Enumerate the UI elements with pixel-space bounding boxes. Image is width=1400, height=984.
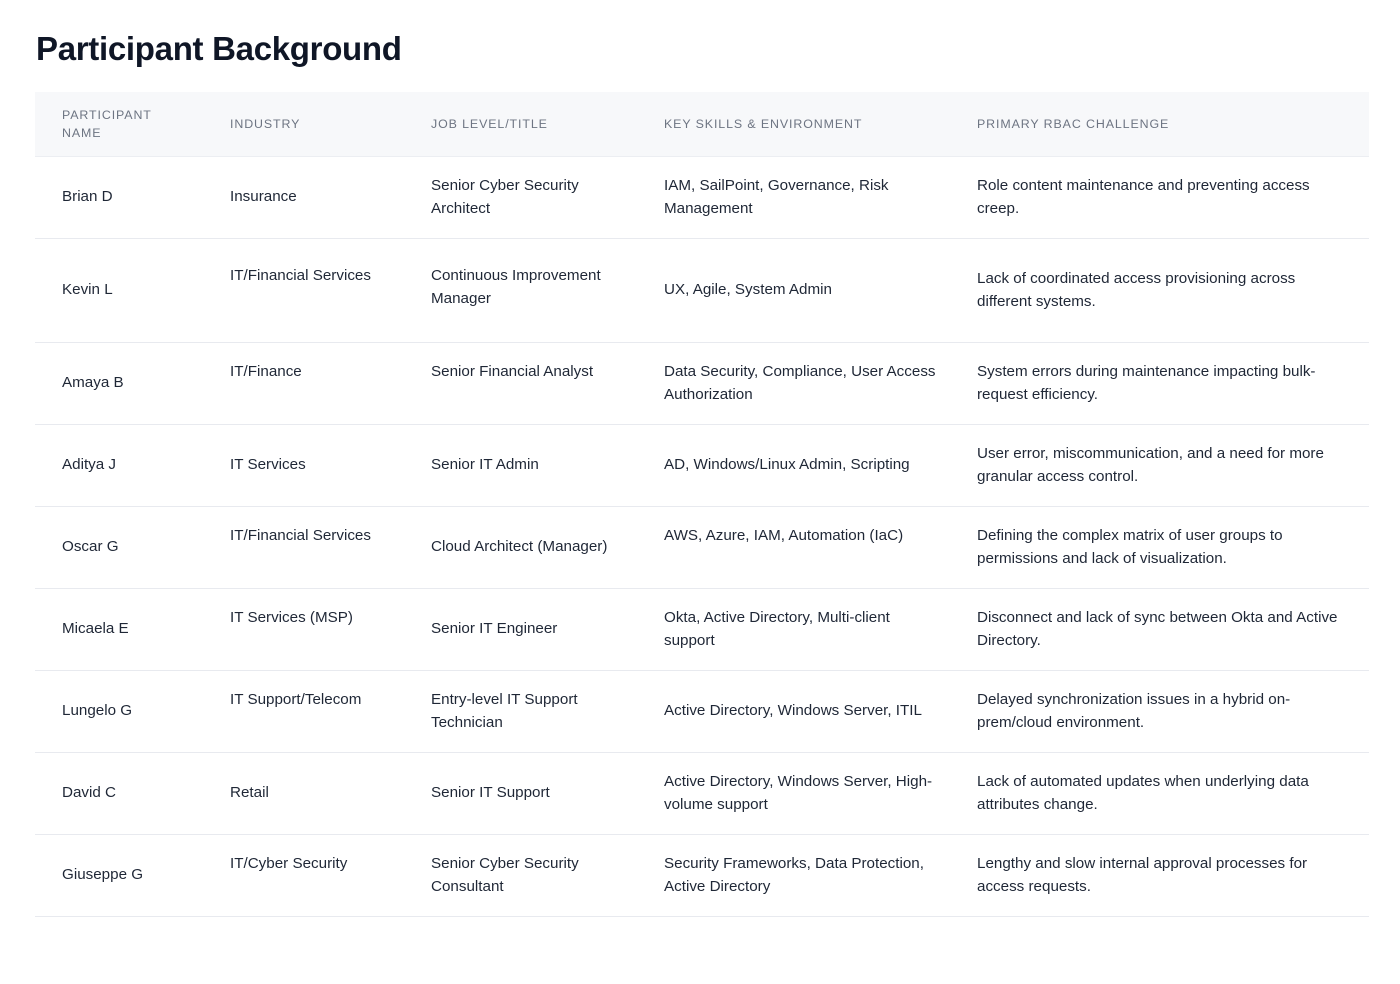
key-skills-cell: Active Directory, Windows Server, High-volume support (664, 773, 933, 813)
table-row (35, 507, 1369, 589)
column-header-key-skills: KEY SKILLS & ENVIRONMENT (664, 117, 863, 131)
industry-cell: Retail (230, 784, 269, 802)
rbac-challenge-cell: Delayed synchronization issues in a hybrid on-prem/cloud environment. (977, 691, 1291, 731)
industry-cell: IT Support/Telecom (230, 691, 362, 708)
page-title: Participant Background (36, 30, 402, 67)
table-row (35, 589, 1369, 671)
participant-name-cell: David C (62, 784, 117, 802)
participant-name-cell: Aditya J (62, 456, 117, 474)
column-header-job-level-title: JOB LEVEL/TITLE (431, 117, 548, 131)
column-header-participant-name: PARTICIPANT NAME (62, 108, 152, 140)
industry-cell: IT/Cyber Security (230, 855, 348, 872)
key-skills-cell: UX, Agile, System Admin (664, 281, 832, 299)
participant-name-cell: Kevin L (62, 281, 113, 299)
industry-cell: IT/Financial Services (230, 527, 371, 544)
rbac-challenge-cell: Lack of automated updates when underlying data attributes change. (977, 773, 1309, 813)
rbac-challenge-cell: Defining the complex matrix of user groups to permissions and lack of visualization. (977, 527, 1283, 567)
job-title-cell: Cloud Architect (Manager) (431, 538, 608, 556)
industry-cell: Insurance (230, 188, 297, 206)
key-skills-cell: Data Security, Compliance, User Access Authorization (664, 363, 936, 403)
table-row (35, 671, 1369, 753)
job-title-cell: Senior IT Admin (431, 456, 539, 474)
table-header-row (35, 92, 1369, 157)
job-title-cell: Continuous Improvement Manager (431, 267, 601, 307)
rbac-challenge-cell: Disconnect and lack of sync between Okta and Active Directory. (977, 609, 1338, 649)
job-title-cell: Senior Cyber Security Architect (431, 177, 579, 217)
job-title-cell: Senior IT Support (431, 784, 550, 802)
participant-name-cell: Micaela E (62, 620, 129, 638)
rbac-challenge-cell: Lengthy and slow internal approval processes for access requests. (977, 855, 1308, 895)
rbac-challenge-cell: Lack of coordinated access provisioning across different systems. (977, 270, 1296, 310)
table-row (35, 343, 1369, 425)
industry-cell: IT/Financial Services (230, 267, 371, 284)
key-skills-cell: AWS, Azure, IAM, Automation (IaC) (664, 527, 904, 544)
key-skills-cell: Okta, Active Directory, Multi-client support (664, 609, 890, 649)
industry-cell: IT/Finance (230, 363, 302, 380)
participant-name-cell: Amaya B (62, 374, 124, 392)
table-row (35, 835, 1369, 917)
table-row (35, 425, 1369, 507)
participant-table (35, 92, 1369, 917)
industry-cell: IT Services (MSP) (230, 609, 353, 626)
table-row (35, 239, 1369, 343)
key-skills-cell: AD, Windows/Linux Admin, Scripting (664, 456, 910, 474)
participant-name-cell: Oscar G (62, 538, 119, 556)
key-skills-cell: Active Directory, Windows Server, ITIL (664, 702, 922, 720)
participant-name-cell: Giuseppe G (62, 866, 144, 884)
rbac-challenge-cell: Role content maintenance and preventing access creep. (977, 177, 1310, 217)
job-title-cell: Senior IT Engineer (431, 620, 558, 638)
key-skills-cell: IAM, SailPoint, Governance, Risk Management (664, 177, 889, 217)
column-header-rbac-challenge: PRIMARY RBAC CHALLENGE (977, 117, 1170, 131)
table-body (35, 157, 1369, 917)
rbac-challenge-cell: System errors during maintenance impacting bulk-request efficiency. (977, 363, 1316, 403)
job-title-cell: Senior Financial Analyst (431, 363, 594, 380)
participant-name-cell: Lungelo G (62, 702, 133, 720)
table-row (35, 753, 1369, 835)
job-title-cell: Senior Cyber Security Consultant (431, 855, 579, 895)
participant-name-cell: Brian D (62, 188, 113, 206)
rbac-challenge-cell: User error, miscommunication, and a need for more granular access control. (977, 445, 1324, 485)
key-skills-cell: Security Frameworks, Data Protection, Active Directory (664, 855, 924, 895)
job-title-cell: Entry-level IT Support Technician (431, 691, 578, 731)
industry-cell: IT Services (230, 456, 306, 474)
column-header-industry: INDUSTRY (230, 117, 301, 131)
table-row (35, 157, 1369, 239)
